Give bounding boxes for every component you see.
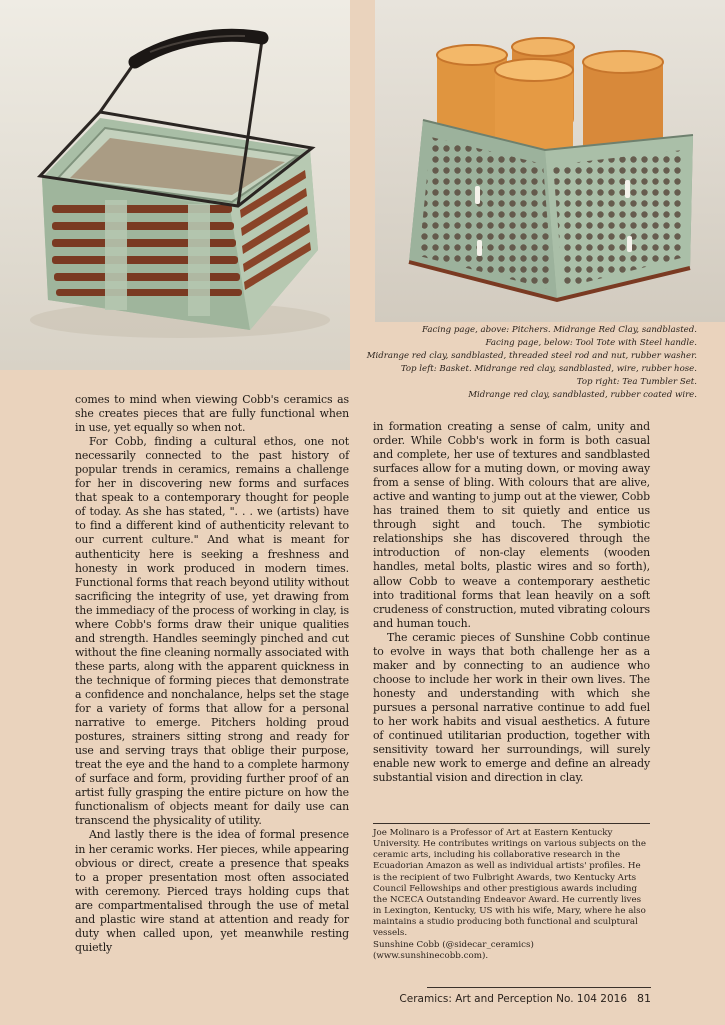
article-column-left (75, 393, 349, 955)
basket-photo (0, 0, 350, 370)
photo-caption (337, 324, 697, 402)
article-paragraph: in formation creating a sense of calm, unity and order. While Cobb's work in form is both casual and complete, her use of textures and sandblasted surfaces allow for a muting down, or moving away from a sense of bling. With colours that are alive, active and wanting to jump out at the viewer, Cobb has trained them to sit quietly and entice us through sight and touch. The symbiotic relationships she has discovered through the introduction of non-clay elements (wooden handles, metal bolts, plastic wires and so forth), allow Cobb to weave a contemporary aesthetic into traditional forms that lean heavily on a soft crudeness of construction, muted vibrating colours and human touch. (373, 420, 650, 630)
author-bio (373, 828, 650, 962)
artist-credit: Sunshine Cobb (@sidecar_ceramics) (www.sunshinecobb.com). (373, 939, 534, 961)
footer-divider (427, 987, 651, 988)
article-paragraph: comes to mind when viewing Cobb's ceramics as she creates pieces that are fully functional when in use, yet equally so when not. (75, 393, 349, 435)
caption-line: Facing page, below: Tool Tote with Steel handle. (485, 338, 697, 348)
tea-tumbler-set-photo (375, 0, 725, 322)
caption-line: Top right: Tea Tumbler Set. (576, 377, 697, 387)
author-bio-text: Joe Molinaro is a Professor of Art at Eastern Kentucky University. He contributes writings on various subjects on the ceramic arts, including his collaborative research in the Ecuadorian Amazon as well as individual artists' profiles. He is the recipient of two Fulbright Awards, two Kentucky Arts Council Fellowships and other prestigious awards including the NCECA Outstanding Endeavor Award. He currently lives in Lexington, Kentucky, US with his wife, Mary, where he also maintains a studio producing both functional and sculptural vessels. (373, 828, 647, 939)
article-paragraph: And lastly there is the idea of formal presence in her ceramic works. Her pieces, while appearing obvious or direct, create a presence that speaks to a proper presentation most often associated with ceremony. Pierced trays holding cups that are compartmentalised through the use of metal and plastic wire stand at attention and ready for duty when called upon, yet meanwhile resting quietly (75, 828, 349, 954)
caption-line: Facing page, above: Pitchers. Midrange Red Clay, sandblasted. (422, 325, 697, 335)
bio-divider (373, 823, 650, 824)
page-footer (399, 992, 651, 1005)
caption-line: Midrange red clay, sandblasted, threaded steel rod and nut, rubber washer. (366, 351, 697, 361)
article-paragraph: The ceramic pieces of Sunshine Cobb continue to evolve in ways that both challenge her as a maker and by connecting to an audience who choose to include her work in their own lives. The honesty and understanding with which she pursues a personal narrative continue to add fuel to her work habits and visual aesthetics. A future of continued utilitarian production, together with sensitivity toward her surroundings, will surely enable new work to emerge and define an already substantial vision and direction in clay. (373, 630, 650, 785)
publication-name: Ceramics: Art and Perception No. 104 2016 (399, 993, 627, 1005)
article-paragraph: For Cobb, finding a cultural ethos, one not necessarily connected to the past history of popular trends in ceramics, remains a challenge for her in discovering new forms and surfaces that speak to a contemporary thought for people of today. As she has stated, ". . . we (artists) have to find a different kind of authenticity relevant to our current culture." And what is meant for authenticity here is seeking a freshness and honesty in work produced in modern times. Functional forms that reach beyond utility without sacrificing the integrity of use, yet drawing from the immediacy of the process of working in clay, is where Cobb's forms draw their unique qualities and strength. Handles seemingly pinched and cut without the fine cleaning normally associated with these parts, along with the apparent quickness in the technique of forming pieces that demonstrate a confidence and nonchalance, helps set the stage for a variety of forms that allow for a personal narrative to emerge. Pitchers holding proud postures, strainers sitting strong and ready for use and serving trays that oblige their purpose, treat the eye and the hand to a complete harmony of surface and form, providing further proof of an artist fully grasping the entire picture on how the functionalism of objects meant for daily use can transcend the physicality of utility. (75, 435, 349, 828)
article-column-right (373, 420, 650, 785)
page-number: 81 (637, 992, 651, 1005)
caption-line: Midrange red clay, sandblasted, rubber coated wire. (468, 390, 697, 400)
caption-line: Top left: Basket. Midrange red clay, sandblasted, wire, rubber hose. (400, 364, 697, 374)
